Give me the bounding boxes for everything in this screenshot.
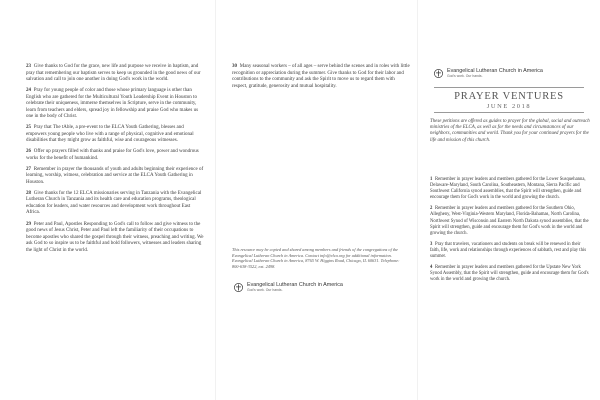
elca-cross-icon [234,283,243,292]
elca-logo-top [434,68,543,78]
logo-org-name: Evangelical Lutheran Church in America [447,68,543,74]
prayer-entry-2: 2 Remember in prayer leaders and members gathered for the Southern Ohio, Allegheny, West-Virginia-Western Maryland, Florida-Bahamas, North Carolina, Northwest Synod of Wisconsin and Eastern North Dakota synod assemblies, that the Spirit will strengthen, guide and encourage them for God's work in the world and growing the church. [430,206,589,236]
prayer-entry-23: 23 Give thanks to God for the grace, new life and purpose we receive in baptism, and pray that remembering our baptism serves to keep us grounded in the good news of our salvation and call to join one another in doing God's work in the world. [26,64,201,82]
document-subtitle: JUNE 2018 [486,103,532,110]
prayer-entry-29: 29 Peter and Paul, Apostles Responding to God's call to follow and give witness to the good news of Jesus Christ, Peter and Paul left the familiarity of their occupations to become apostles who shared the gospel through their witness, preaching and writing. We ask God to so inspire us to be faithful and bold followers, witnesses and leaders sharing the light of Christ in the world. [26,221,204,253]
prayer-entry-3: 3 Pray that travelers, vacationers and students on break will be renewed in their faith, life, work and relationships through experiences of sabbath, rest and play this summer. [430,241,587,260]
prayer-entry-27: 27 Remember in prayer the thousands of youth and adults beginning their experience of learning, worship, witness, celebration and service at the ELCA Youth Gathering in Houston. [26,166,204,185]
title-rule [434,87,584,88]
prayer-entry-30: 30 Many seasonal workers – of all ages – serve behind the scenes and in roles with little recognition or appreciation during the summer. Give thanks to God for their labor and contributions to the community and ask the Spirit to move us to regard them with respect, gratitude, generosity and mutual hospitality. [232,64,410,89]
elca-cross-icon [434,69,443,78]
fold-line [417,0,418,400]
elca-logo-bottom [234,282,343,292]
prayer-entry-24: 24 Pray for young people of color and those whose primary language is other than English who are gathered for the Multicultural Youth Leadership Event in Houston to celebrate their uniqueness, immerse themselves in Scripture, serve in the community, learn from teachers and elders, spread joy in fellowship and praise God who makes us one in the body of Christ. [26,88,199,120]
prayer-entry-26: 26 Offer up prayers filled with thanks and praise for God's love, power and wondrous works for the benefit of humankind. [26,149,199,161]
document-title: PRAYER VENTURES [454,91,564,102]
fold-line [215,0,216,400]
right-column-entries [430,177,590,288]
prayer-entry-28: 28 Give thanks for the 12 ELCA missionaries serving in Tanzania with the Evangelical Lutheran Church in Tanzania and its health care and education programs, theological education for leaders, and water resources and development work throughout East Africa. [26,190,202,216]
logo-org-name: Evangelical Lutheran Church in America [247,282,343,288]
left-column [26,64,204,259]
logo-tagline: God's work. Our hands. [247,288,283,292]
title-rule [434,112,584,113]
logo-tagline: God's work. Our hands. [447,74,483,78]
intro-paragraph: These petitions are offered as guides to prayer for the global, social and outreach ministries of the ELCA, as well as for the needs and circumstances of our neighbors, communities and world. Thank you for your continued prayers for the life and mission of this church. [430,118,590,143]
prayer-entry-4: 4 Remember in prayer leaders and members gathered for the Upstate New York Synod Assembly, that the Spirit will strengthen, guide and encourage them for God's work in the world and growing the church. [430,265,589,283]
prayer-entry-25: 25 Pray that The tAble, a pre-event to the ELCA Youth Gathering, blesses and empowers young people who live with a range of physical, cognitive and emotional disabilities that they might grow as faithful, wise and courageous witnesses. [26,125,194,144]
middle-column [232,64,410,95]
cover-title-block [430,87,588,113]
prayer-entry-1: 1 Remember in prayer leaders and members gathered for the Lower Susquehanna, Delaware-Maryland, South Carolina, Southeastern, Montana, Sierra Pacific and Southwest California synod assemblies, that the Spirit will strengthen, guide and encourage them for God's work in the world and growing the church. [430,177,586,201]
copyright-notice: This resource may be copied and shared among members and friends of the congregations of the Evangelical Lutheran Church in America. Contact info@elca.org for additional information. Evangelical Lutheran Church in America, 8765 W. Higgins Road, Chicago, IL 60631. Telephone: 800-638-3522, ext. 2498. [232,247,400,269]
